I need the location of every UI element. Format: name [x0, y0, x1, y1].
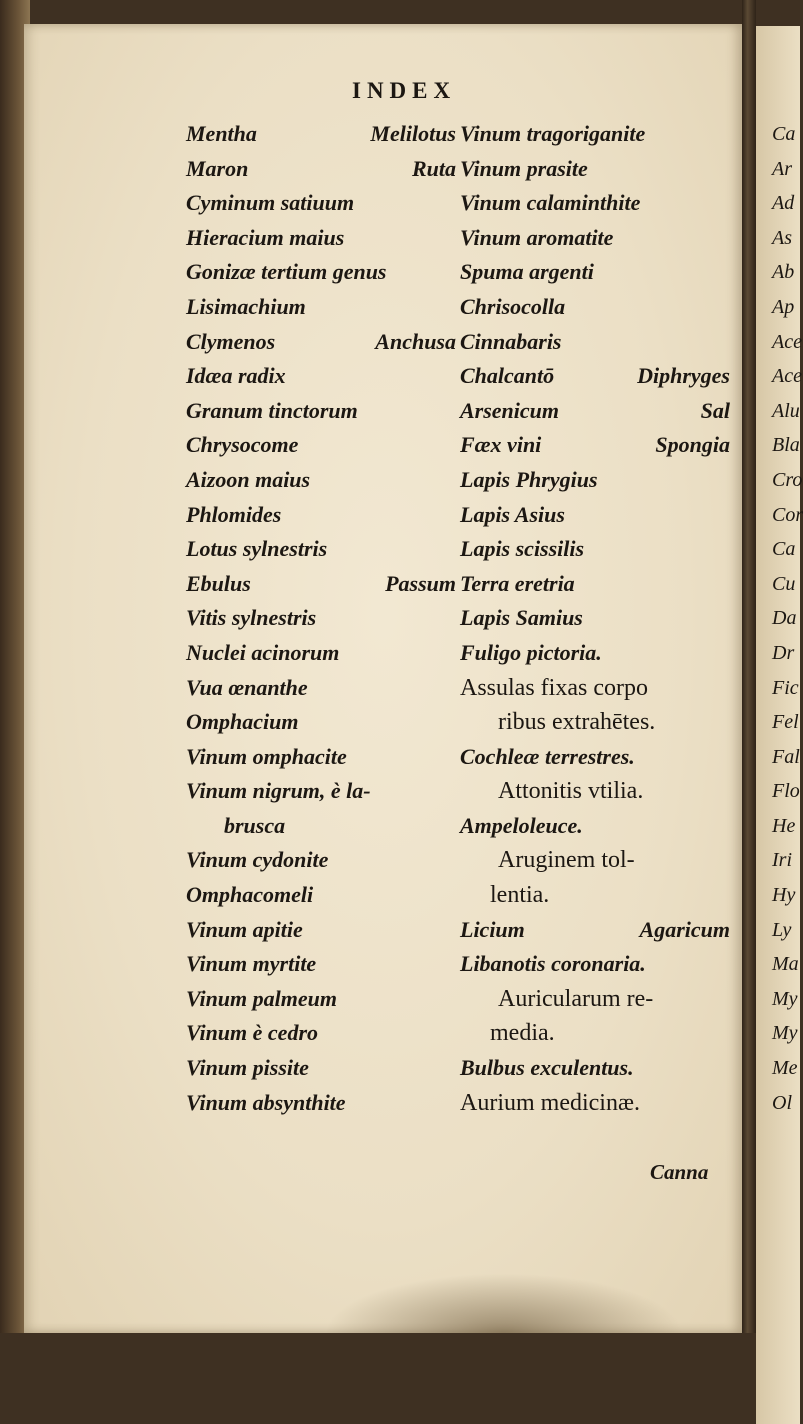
index-entry-text: media.	[490, 1020, 555, 1047]
index-entry-text: Maron	[186, 155, 249, 181]
index-entry	[460, 636, 730, 671]
next-page-fragment: Dr	[772, 641, 795, 664]
index-entry-text: Vinum tragoriganite	[460, 121, 646, 146]
index-entry-text: Vinum palmeum	[186, 985, 337, 1011]
page-stain	[324, 1273, 684, 1333]
index-entry	[186, 740, 456, 775]
index-entry-text: Lapis scissilis	[460, 536, 585, 562]
next-page-fragment: Iri	[772, 849, 792, 872]
next-page-fragment: My	[772, 1022, 798, 1045]
next-page-fragment: Alu	[772, 399, 800, 422]
index-entry-text: Vinum pissite	[186, 1055, 309, 1081]
index-entry	[460, 532, 730, 567]
next-page-fragment: Ace	[772, 365, 802, 388]
index-entry	[460, 152, 730, 187]
index-entry	[460, 290, 730, 325]
index-entry-text: Spuma argenti	[460, 259, 594, 285]
index-entry-text: Fuligo pictoria.	[460, 639, 602, 665]
index-entry-text: Aurium medicinæ.	[460, 1089, 640, 1116]
next-page-edge	[756, 26, 803, 1424]
index-entry	[186, 774, 456, 809]
index-entry-text: Arsenicum	[460, 397, 560, 423]
next-page-fragment: My	[772, 987, 798, 1010]
index-entry	[460, 221, 730, 256]
index-entry	[186, 359, 456, 394]
index-entry	[186, 428, 456, 463]
index-entry	[186, 843, 456, 878]
index-entry-text: Cochleæ terrestres.	[460, 743, 635, 769]
next-page-fragment: Fic	[772, 676, 799, 699]
index-entry	[460, 982, 730, 1017]
index-entry-text: Chrysocome	[186, 432, 299, 458]
index-entry-text: Vinum apitie	[186, 916, 303, 942]
index-entry-text: Ebulus	[186, 570, 251, 596]
index-entry	[460, 671, 730, 706]
next-page-fragment: Cro	[772, 468, 803, 491]
index-entry-text: Attonitis vtilia.	[498, 778, 644, 805]
index-entry-second: Sal	[700, 397, 730, 423]
index-entry	[460, 843, 730, 878]
next-page-fragment: Ace	[772, 330, 802, 353]
index-entry	[460, 705, 730, 740]
index-entry	[186, 186, 456, 221]
index-entry	[460, 359, 730, 394]
next-page-fragment: Bla	[772, 434, 800, 457]
index-entry-text: Ampeloleuce.	[460, 812, 583, 838]
index-entry	[460, 1016, 730, 1051]
next-page-fragment: Me	[772, 1057, 798, 1080]
index-entry-text: Vinum è cedro	[186, 1020, 319, 1046]
index-entry	[460, 740, 730, 775]
index-entry	[186, 705, 456, 740]
index-entry	[186, 601, 456, 636]
index-entry	[186, 982, 456, 1017]
index-entry-second: Passum	[385, 570, 456, 596]
index-entry	[186, 636, 456, 671]
index-entry-text: Vinum cydonite	[186, 847, 329, 873]
index-entry	[186, 152, 456, 187]
index-entry-text: Chrisocolla	[460, 293, 566, 319]
index-entry-second: Melilotus	[370, 121, 456, 146]
index-entry-text: Lapis Samius	[460, 605, 583, 631]
index-entry	[460, 463, 730, 498]
next-page-fragment: As	[772, 226, 792, 249]
index-entry	[186, 809, 456, 844]
index-entry	[460, 394, 730, 429]
index-entry-text: Omphacium	[186, 709, 299, 735]
book-gutter	[742, 0, 756, 1333]
index-entry-text: Chalcantō	[460, 363, 555, 389]
next-page-fragment: Ap	[772, 295, 795, 318]
index-entry	[460, 428, 730, 463]
index-entry	[460, 567, 730, 602]
index-entry	[186, 255, 456, 290]
index-entry	[460, 186, 730, 221]
index-entry	[460, 774, 730, 809]
index-entry	[460, 255, 730, 290]
next-page-fragment: Hy	[772, 884, 796, 907]
index-entry-second: Diphryges	[637, 363, 730, 389]
next-page-fragment: Ca	[772, 123, 796, 145]
index-entry	[186, 325, 456, 360]
next-page-fragment: Fal	[772, 745, 800, 768]
index-column-right	[460, 117, 730, 1120]
index-entry	[186, 394, 456, 429]
index-entry-text: Phlomides	[186, 501, 282, 527]
index-entry-text: Lapis Phrygius	[460, 466, 598, 492]
index-entry	[460, 498, 730, 533]
index-entry-text: Nuclei acinorum	[186, 639, 340, 665]
index-entry	[460, 117, 730, 152]
next-page-fragment: Ol	[772, 1091, 792, 1114]
next-page-fragment: He	[772, 814, 796, 837]
index-column-left	[186, 117, 456, 1120]
index-entry	[460, 1086, 730, 1121]
next-page-fragment: Flo	[772, 780, 800, 803]
index-entry-text: Vitis sylnestris	[186, 605, 317, 631]
index-entry-text: Vinum myrtite	[186, 951, 317, 977]
index-entry	[186, 290, 456, 325]
next-page-fragment: Da	[772, 607, 797, 630]
index-entry-text: lentia.	[490, 882, 550, 909]
index-entry-text: Idæa radix	[186, 363, 286, 389]
index-entry	[460, 878, 730, 913]
next-page-fragment: Cu	[772, 572, 796, 595]
index-entry-text: Vua œnanthe	[186, 674, 308, 700]
index-entry-text: Mentha	[186, 121, 257, 146]
index-entry	[186, 1051, 456, 1086]
next-page-fragment: Cor	[772, 503, 803, 526]
index-entry-text: Auricularum re-	[498, 985, 654, 1012]
index-entry-second: Anchusa	[375, 328, 456, 354]
index-entry	[186, 947, 456, 982]
index-entry-text: Terra eretria	[460, 570, 575, 596]
index-entry-text: Bulbus exculentus.	[460, 1055, 634, 1081]
index-entry	[460, 809, 730, 844]
index-entry-text: Vinum calaminthite	[460, 190, 641, 216]
index-entry	[186, 878, 456, 913]
index-entry	[186, 1016, 456, 1051]
next-page-fragment: Ar	[772, 157, 792, 180]
index-entry-text: Libanotis coronaria.	[460, 951, 646, 977]
index-entry-text: ribus extrahētes.	[498, 709, 656, 736]
index-entry-text: Cyminum satiuum	[186, 190, 355, 216]
index-entry-text: Gonizæ tertium genus	[186, 259, 387, 285]
index-entry-text: Hieracium maius	[186, 224, 345, 250]
next-page-fragment: Ad	[772, 192, 795, 215]
index-entry-text: Granum tinctorum	[186, 397, 358, 423]
index-entry	[460, 1051, 730, 1086]
index-entry	[186, 913, 456, 948]
index-entry-second: Spongia	[655, 432, 730, 458]
index-entry	[186, 463, 456, 498]
next-page-fragment: Ly	[772, 918, 792, 941]
next-page-fragment: Ma	[772, 953, 799, 976]
index-entry	[460, 947, 730, 982]
index-entry-text: Fæx vini	[460, 432, 542, 458]
index-entry-text: brusca	[224, 812, 286, 838]
index-entry	[186, 532, 456, 567]
index-entry	[186, 1086, 456, 1121]
index-entry-text: Vinum absynthite	[186, 1089, 346, 1115]
index-entry	[186, 221, 456, 256]
index-entry	[460, 913, 730, 948]
index-entry	[460, 325, 730, 360]
index-entry-text: Aruginem tol-	[498, 847, 635, 874]
index-entry-text: Lotus sylnestris	[186, 536, 328, 562]
index-entry-text: Clymenos	[186, 328, 276, 354]
page-header: INDEX	[352, 78, 457, 103]
index-entry	[186, 567, 456, 602]
index-entry-second: Ruta	[411, 155, 456, 181]
index-entry-text: Cinnabaris	[460, 328, 562, 354]
index-entry	[460, 601, 730, 636]
catchword: Canna	[650, 1160, 709, 1184]
index-entry-text: Lapis Asius	[460, 501, 565, 527]
index-entry-text: Vinum aromatite	[460, 224, 614, 250]
index-entry-text: Aizoon maius	[186, 466, 311, 492]
next-page-fragment: Ab	[772, 261, 795, 284]
index-entry-text: Licium	[460, 916, 525, 942]
index-entry-text: Vinum prasite	[460, 155, 588, 181]
index-entry-text: Assulas fixas corpo	[460, 674, 648, 701]
next-page-fragment: Fel	[772, 711, 799, 734]
index-entry	[186, 498, 456, 533]
index-entry-text: Vinum nigrum, è la-	[186, 778, 371, 804]
next-page-fragment: Ca	[772, 538, 796, 561]
index-entry-second: Agaricum	[639, 916, 730, 942]
index-entry-text: Lisimachium	[186, 293, 306, 319]
index-entry	[186, 671, 456, 706]
index-entry	[186, 117, 456, 152]
index-entry-text: Omphacomeli	[186, 882, 314, 908]
index-entry-text: Vinum omphacite	[186, 743, 347, 769]
